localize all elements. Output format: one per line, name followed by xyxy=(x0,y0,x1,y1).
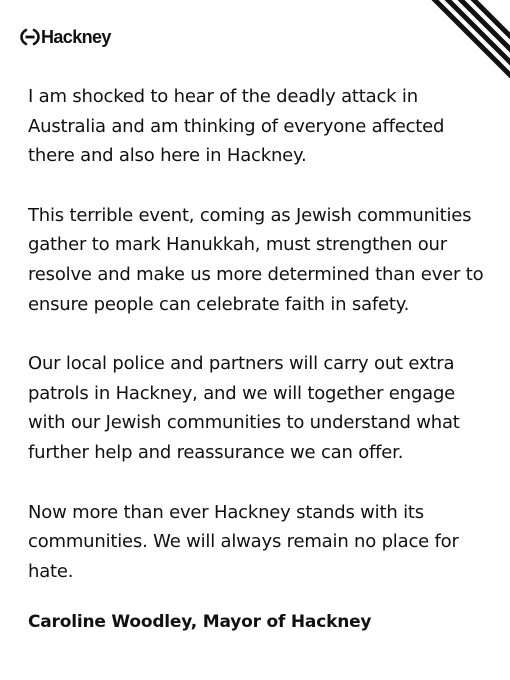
statement-paragraph-3: Our local police and partners will carry out extra patrols in Hackney, and we will together engage with our Jewish communities to understand what further help and reassurance we can offer. xyxy=(28,353,460,463)
statement-body xyxy=(28,82,490,616)
statement-paragraph-2: This terrible event, coming as Jewish communities gather to mark Hanukkah, must strengthen our resolve and make us more determined than ever to ensure people can celebrate faith in safety. xyxy=(28,204,484,315)
hackney-logo xyxy=(20,26,111,48)
statement-paragraph-4: Now more than ever Hackney stands with its communities. We will always remain no place for hate. xyxy=(28,501,459,582)
statement-signature: Caroline Woodley, Mayor of Hackney xyxy=(28,612,372,632)
logo-text: Hackney xyxy=(41,27,111,47)
statement-paragraph-1: I am shocked to hear of the deadly attack in Australia and am thinking of everyone affected there and also here in Hackney. xyxy=(28,86,445,167)
hackney-h-icon xyxy=(20,28,40,46)
